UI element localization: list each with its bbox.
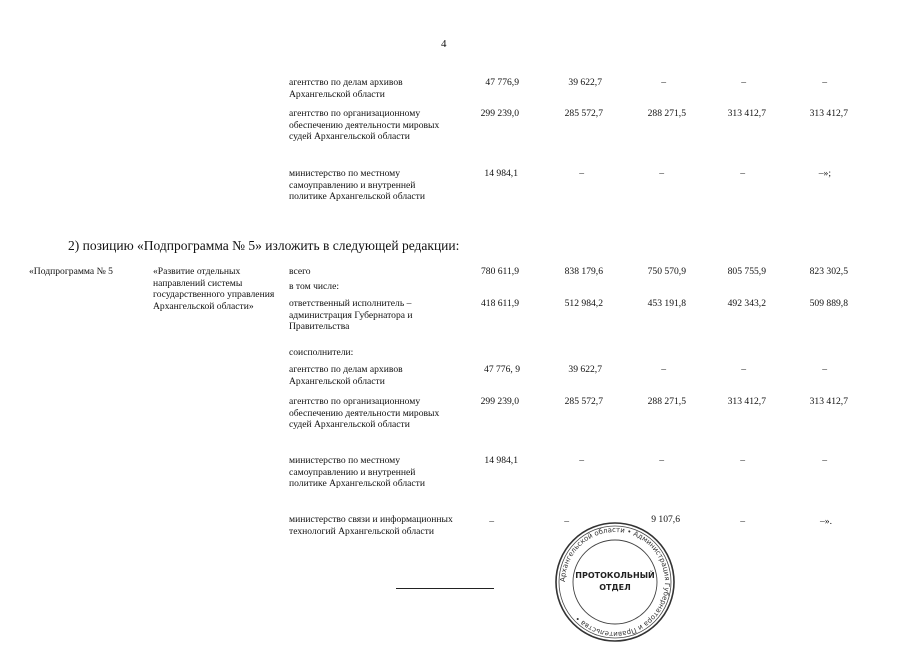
top-row-value: 288 271,5 [647,108,686,119]
top-row-value: 39 622,7 [568,77,602,88]
top-row-value: – [822,77,827,88]
row-label: всего [289,266,311,277]
top-row-label: министерство по местному самоуправлению и внутренней политике Архангельской области [289,168,425,203]
row-value: 299 239,0 [480,396,519,407]
top-row-label: агентство по делам архивов Архангельской области [289,77,403,100]
top-row-value: – [740,168,745,179]
page-number: 4 [441,38,447,50]
row-value: 509 889,8 [809,298,848,309]
top-row-label: агентство по организационному обеспечению деятельности мировых судей Архангельской области [289,108,440,143]
row-value: 9 107,6 [651,514,680,525]
row-value: 288 271,5 [647,396,686,407]
row-value: 47 776, 9 [484,364,520,375]
subprogram-name: «Подпрограмма № 5 [29,266,113,277]
row-value: 823 302,5 [809,266,848,277]
subprogram-title: «Развитие отдельных направлений системы государственного управления Архангельской области» [153,266,275,312]
top-row-value: 313 412,7 [809,108,848,119]
row-label: агентство по организационному обеспечению деятельности мировых судей Архангельской области [289,396,440,431]
row-value: – [740,516,745,527]
svg-text:ОТДЕЛ: ОТДЕЛ [599,583,631,592]
row-value: – [741,364,746,375]
row-value: 780 611,9 [480,266,519,277]
amendment-heading: 2) позицию «Подпрограмма № 5» изложить в следующей редакции: [68,238,460,253]
top-row-value: – [661,77,666,88]
row-value: –». [820,516,832,527]
top-row-value: – [741,77,746,88]
row-value: 285 572,7 [564,396,603,407]
row-value: – [564,516,569,527]
row-value: – [661,364,666,375]
row-value: 313 412,7 [727,396,766,407]
row-value: 313 412,7 [809,396,848,407]
row-label: министерство связи и информационных технологий Архангельской области [289,514,453,537]
top-row-value: 313 412,7 [727,108,766,119]
row-value: 838 179,6 [564,266,603,277]
row-value: 14 984,1 [484,455,518,466]
official-stamp [553,520,677,644]
row-value: 39 622,7 [568,364,602,375]
row-label: соисполнители: [289,347,354,358]
top-row-value: 47 776,9 [485,77,519,88]
top-row-value: 285 572,7 [564,108,603,119]
row-value: 492 343,2 [727,298,766,309]
top-row-value: 14 984,1 [484,168,518,179]
svg-text:Архангельской области • Админи: Архангельской области • Администрация Губернатора и Правительства • [558,525,672,639]
row-label: в том числе: [289,281,340,292]
row-value: 750 570,9 [647,266,686,277]
row-value: – [822,455,827,466]
signature-line [396,588,494,589]
top-row-value: 299 239,0 [480,108,519,119]
row-value: 418 611,9 [480,298,519,309]
top-row-value: – [659,168,664,179]
row-label: ответственный исполнитель – администрация Губернатора и Правительства [289,298,413,333]
svg-text:ПРОТОКОЛЬНЫЙ: ПРОТОКОЛЬНЫЙ [575,571,655,580]
row-value: – [579,455,584,466]
row-value: – [822,364,827,375]
row-label: агентство по делам архивов Архангельской области [289,364,403,387]
row-value: – [740,455,745,466]
row-value: 512 984,2 [564,298,603,309]
row-label: министерство по местному самоуправлению и внутренней политике Архангельской области [289,455,425,490]
row-value: 453 191,8 [647,298,686,309]
row-value: – [659,455,664,466]
row-value: 805 755,9 [727,266,766,277]
row-value: – [489,516,494,527]
top-row-value: – [579,168,584,179]
top-row-value: –»; [818,168,831,179]
